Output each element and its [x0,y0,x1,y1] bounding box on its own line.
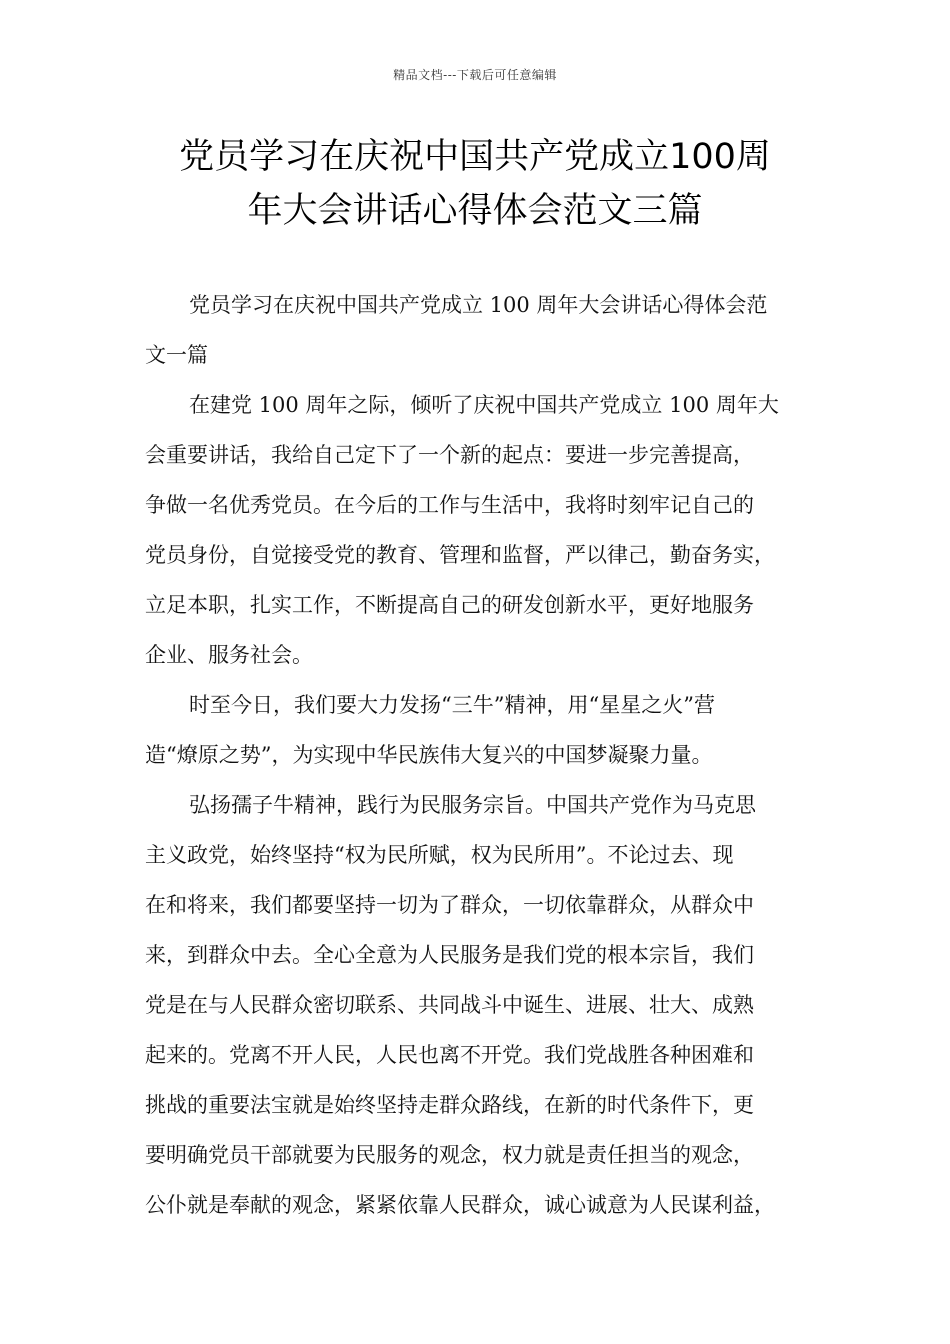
text-line: 挑战的重要法宝就是始终坚持走群众路线，在新的时代条件下，更 [145,1093,754,1117]
text-line: 党员学习在庆祝中国共产党成立 100 周年大会讲话心得体会范 [189,293,768,317]
text-line: 公仆就是奉献的观念，紧紧依靠人民群众，诚心诚意为人民谋利益， [145,1193,775,1217]
text-line: 党员身份，自觉接受党的教育、管理和监督，严以律己，勤奋务实， [145,543,775,567]
text-line: 文一篇 [145,343,208,367]
paragraph-3 [145,780,825,1230]
title-line-1: 党员学习在庆祝中国共产党成立100周 [179,137,771,177]
text-line: 来，到群众中去。全心全意为人民服务是我们党的根本宗旨，我们 [145,943,754,967]
text-line: 在建党 100 周年之际，倾听了庆祝中国共产党成立 100 周年大 [189,393,779,417]
text-line: 会重要讲话，我给自己定下了一个新的起点：要进一步完善提高， [145,443,754,467]
text-line: 立足本职，扎实工作，不断提高自己的研发创新水平，更好地服务 [145,593,754,617]
text-line: 企业、服务社会。 [145,643,313,667]
text-line: 要明确党员干部就要为民服务的观念，权力就是责任担当的观念， [145,1143,754,1167]
text-line: 在和将来，我们都要坚持一切为了群众，一切依靠群众，从群众中 [145,893,754,917]
text-line: 主义政党，始终坚持“权为民所赋，权为民所用”。不论过去、现 [145,843,734,867]
text-line: 起来的。党离不开人民，人民也离不开党。我们党战胜各种困难和 [145,1043,754,1067]
text-line: 党是在与人民群众密切联系、共同战斗中诞生、进展、壮大、成熟 [145,993,754,1017]
text-line: 时至今日，我们要大力发扬“三牛”精神，用“星星之火”营 [189,693,715,717]
header-note: 精品文档---下载后可任意编辑 [393,68,557,82]
text-line: 造“燎原之势”，为实现中华民族伟大复兴的中国梦凝聚力量。 [145,743,713,767]
document-title [100,130,850,238]
text-line: 弘扬孺子牛精神，践行为民服务宗旨。中国共产党作为马克思 [189,793,756,817]
title-line-2: 年大会讲话心得体会范文三篇 [247,191,703,231]
paragraph-subtitle [145,280,825,380]
paragraph-1 [145,380,825,680]
document-body [145,280,825,1230]
text-line: 争做一名优秀党员。在今后的工作与生活中，我将时刻牢记自己的 [145,493,754,517]
paragraph-2 [145,680,825,780]
